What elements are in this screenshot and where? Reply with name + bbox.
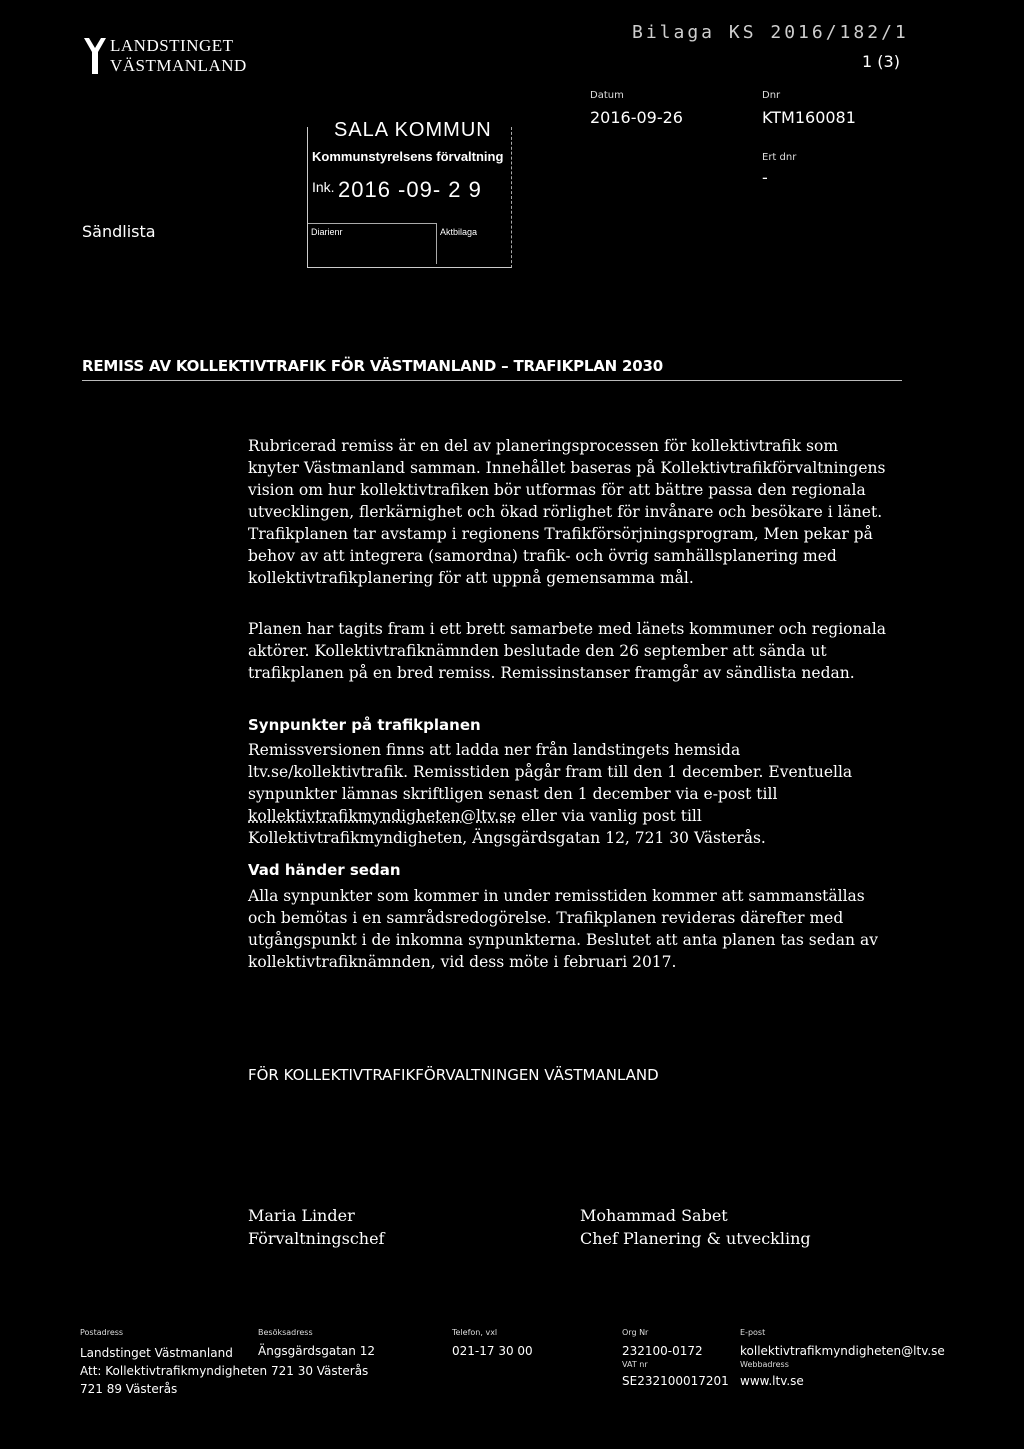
signature-title: Förvaltningschef (248, 1229, 385, 1248)
footer-value: Ängsgärdsgatan 12 (258, 1344, 375, 1358)
stamp-aktbilaga-label: Aktbilaga (440, 227, 478, 237)
stamp-ink-date: 2016 -09- 2 9 (338, 177, 482, 202)
document-heading: REMISS AV KOLLEKTIVTRAFIK FÖR VÄSTMANLAND – TRAFIKPLAN 2030 (82, 357, 663, 375)
footer-label: Org Nr (622, 1328, 649, 1337)
footer-telefon (452, 1328, 533, 1358)
recipient-label: Sändlista (82, 222, 156, 241)
date-label: Datum (590, 90, 624, 101)
footer-besoksadress (258, 1328, 375, 1358)
paragraph-line: knyter Västmanland samman. Innehållet baseras på Kollektivtrafikförvaltningens (248, 459, 886, 477)
ert-dnr-value: - (762, 168, 768, 187)
footer-value: 021-17 30 00 (452, 1344, 533, 1358)
section-sedan-title: Vad händer sedan (248, 861, 401, 879)
paragraph-line: kollektivtrafikplanering för att uppnå gemensamma mål. (248, 569, 694, 587)
stamp-org: SALA KOMMUN (334, 119, 492, 141)
paragraph-line: Kollektivtrafikmyndigheten, Ängsgärdsgatan 12, 721 30 Västerås. (248, 829, 766, 847)
signature-name: Mohammad Sabet (580, 1206, 728, 1225)
signature-1 (248, 1204, 384, 1250)
email-link[interactable]: kollektivtrafikmyndigheten@ltv.se (248, 807, 517, 825)
signature-name: Maria Linder (248, 1206, 355, 1225)
footer-value: 232100-0172 (622, 1344, 703, 1358)
paragraph-line: Remissversionen finns att ladda ner från landstingets hemsida (248, 741, 741, 759)
email-suffix: eller via vanlig post till (516, 807, 702, 825)
stamp-dept: Kommunstyrelsens förvaltning (312, 149, 504, 164)
ert-dnr-label: Ert dnr (762, 152, 797, 163)
paragraph-line: utgångspunkt i de inkomna synpunkterna. Beslutet att anta planen tas sedan av (248, 931, 878, 949)
footer-label: Besöksadress (258, 1328, 313, 1337)
section-synpunkter-title: Synpunkter på trafikplanen (248, 716, 481, 734)
paragraph-line: aktörer. Kollektivtrafiknämnden beslutade den 26 september att sända ut (248, 642, 827, 660)
footer-label: Postadress (80, 1328, 124, 1337)
footer-value: Landstinget Västmanland (80, 1346, 233, 1360)
logo-line2: VÄSTMANLAND (110, 56, 247, 75)
paragraph-line: Trafikplanen tar avstamp i regionens Trafikförsörjningsprogram, Men pekar på (248, 525, 873, 543)
logo-mark-icon (82, 34, 108, 76)
footer-orgnr (622, 1328, 729, 1388)
date-value: 2016-09-26 (590, 108, 683, 127)
paragraph-line: utvecklingen, flerkärnighet och ökad rörlighet för invånare och besökare i länet. (248, 503, 883, 521)
footer-value: 721 89 Västerås (80, 1382, 178, 1396)
dnr-label: Dnr (762, 90, 781, 101)
stamp-ink-label: Ink. (312, 179, 335, 195)
paragraph-line (248, 805, 908, 827)
paragraph-line: synpunkter lämnas skriftligen senast den 1 december via e-post till (248, 785, 778, 803)
dnr-value: KTM160081 (762, 108, 856, 127)
footer-value: Att: Kollektivtrafikmyndigheten 721 30 Västerås (80, 1364, 369, 1378)
signature-title: Chef Planering & utveckling (580, 1229, 811, 1248)
landstinget-logo (82, 30, 272, 86)
section-synpunkter-body (248, 739, 908, 849)
annex-stamp: Bilaga KS 2016/182/1 (632, 22, 909, 43)
footer-label: Telefon, vxl (452, 1328, 498, 1337)
footer-epost (740, 1328, 945, 1388)
footer-label: Webbadress (740, 1360, 789, 1369)
paragraph-line: vision om hur kollektivtrafiken bör utformas för att bättre passa den regionala (248, 481, 866, 499)
paragraph-line: och bemötas i en samrådsredogörelse. Trafikplanen revideras därefter med (248, 909, 844, 927)
paragraph-line: Rubricerad remiss är en del av planeringsprocessen för kollektivtrafik som (248, 437, 839, 455)
signature-2 (580, 1204, 811, 1250)
footer-label: E-post (740, 1328, 766, 1337)
footer-email[interactable]: kollektivtrafikmyndigheten@ltv.se (740, 1344, 945, 1358)
logo-line1: LANDSTINGET (110, 36, 234, 55)
sender-line: FÖR KOLLEKTIVTRAFIKFÖRVALTNINGEN VÄSTMANLAND (248, 1066, 659, 1084)
footer-value: SE232100017201 (622, 1374, 729, 1388)
footer-label: VAT nr (622, 1360, 648, 1369)
page-number: 1 (3) (862, 52, 900, 71)
paragraph-line: Planen har tagits fram i ett brett samarbete med länets kommuner och regionala (248, 620, 886, 638)
footer-website[interactable]: www.ltv.se (740, 1374, 804, 1388)
paragraph-line: ltv.se/kollektivtrafik. Remisstiden pågår fram till den 1 december. Eventuella (248, 763, 853, 781)
stamp-diarienr-label: Diarienr (311, 227, 343, 237)
paragraph-line: Alla synpunkter som kommer in under remisstiden kommer att sammanställas (248, 887, 865, 905)
heading-rule (82, 380, 902, 381)
received-stamp (307, 119, 512, 268)
paragraph-line: trafikplanen på en bred remiss. Remissinstanser framgår av sändlista nedan. (248, 664, 855, 682)
paragraph-line: behov av att integrera (samordna) trafik- och övrig samhällsplanering med (248, 547, 837, 565)
paragraph-2 (248, 618, 908, 684)
section-sedan-body (248, 885, 908, 973)
paragraph-line: kollektivtrafiknämnden, vid dess möte i februari 2017. (248, 953, 677, 971)
paragraph-1 (248, 435, 908, 589)
